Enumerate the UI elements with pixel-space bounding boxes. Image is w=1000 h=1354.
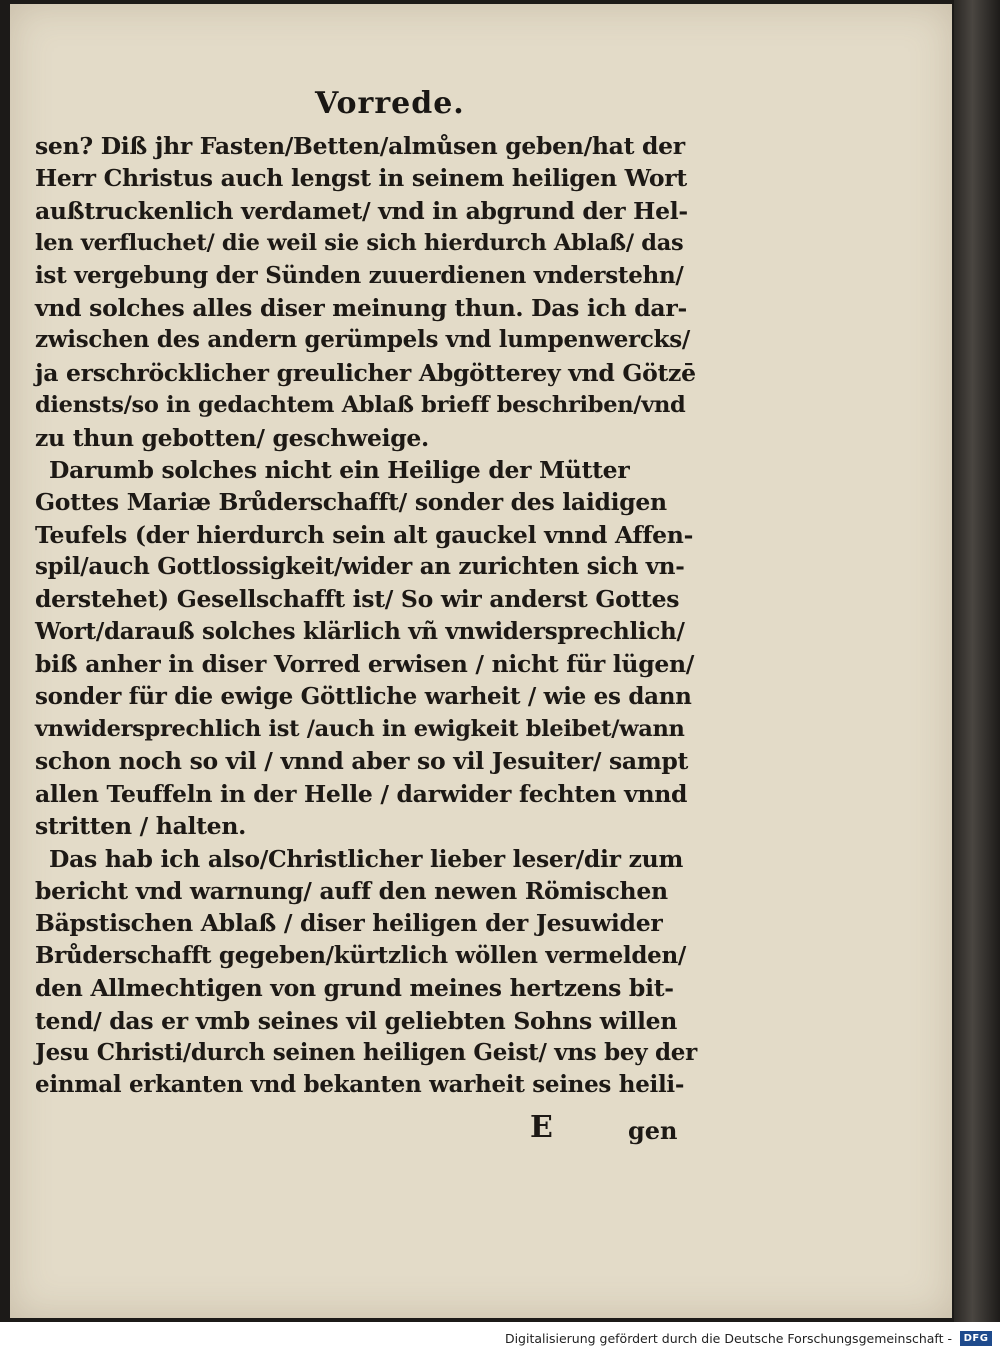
text-line: sonder für die ewige Göttliche warheit / wie es dann [35, 682, 692, 710]
text-line: Jesu Christi/durch seinen heiligen Geist/ vns bey der [35, 1038, 697, 1066]
footer-bar [0, 1322, 1000, 1354]
text-line: zwischen des andern gerümpels vnd lumpenwercks/ [35, 326, 690, 354]
text-line: Bäpstischen Ablaß / diser heiligen der Jesuwider [35, 909, 663, 938]
text-line: zu thun gebotten/ geschweige. [35, 423, 429, 452]
text-line: Herr Christus auch lengst in seinem heiligen Wort [35, 164, 687, 193]
text-line: Brůderschafft gegeben/kürtzlich wöllen vermelden/ [35, 941, 686, 969]
text-line: diensts/so in gedachtem Ablaß brieff beschriben/vnd [35, 392, 686, 419]
dfg-logo: DFG [960, 1331, 992, 1346]
text-line: Das hab ich also/Christlicher lieber leser/dir zum [49, 844, 684, 873]
text-line: vnd solches alles diser meinung thun. Das ich dar- [35, 293, 687, 322]
text-line: den Allmechtigen von grund meines hertzens bit- [35, 974, 674, 1003]
text-line: bericht vnd warnung/ auff den newen Römischen [35, 876, 668, 905]
text-line: Darumb solches nicht ein Heilige der Mütter [49, 455, 630, 484]
text-line: Wort/darauß solches klärlich vñ vnwidersprechlich/ [35, 617, 685, 645]
book-page [10, 4, 952, 1318]
text-line: sen? Diß jhr Fasten/Betten/almůsen geben/hat der [35, 132, 685, 160]
text-line: einmal erkanten vnd bekanten warheit seines heili- [35, 1071, 685, 1099]
text-line: len verfluchet/ die weil sie sich hierdurch Ablaß/ das [35, 230, 684, 257]
text-line: tend/ das er vmb seines vil geliebten Sohns willen [35, 1006, 678, 1035]
text-line: allen Teuffeln in der Helle / darwider fechten vnnd [35, 779, 688, 808]
text-line: Teufels (der hierdurch sein alt gauckel vnnd Affen- [35, 520, 694, 549]
signature-mark: E [530, 1110, 553, 1145]
catchword: gen [628, 1116, 678, 1145]
text-line: vnwidersprechlich ist /auch in ewigkeit bleibet/wann [35, 716, 685, 743]
text-line: stritten / halten. [35, 812, 246, 841]
funding-credit: Digitalisierung gefördert durch die Deutsche Forschungsgemeinschaft - [504, 1331, 952, 1346]
page-text-block [35, 130, 695, 1102]
text-line: spil/auch Gottlossigkeit/wider an zurichten sich vn- [35, 553, 685, 581]
text-line: ist vergebung der Sünden zuuerdienen vnderstehn/ [35, 261, 684, 289]
text-line: ja erschröcklicher greulicher Abgötterey vnd Götzē [35, 358, 696, 387]
book-gutter [954, 0, 1000, 1322]
running-head: Vorrede. [315, 86, 465, 121]
text-line: Gottes Mariæ Brůderschafft/ sonder des laidigen [35, 488, 667, 517]
text-line: derstehet) Gesellschafft ist/ So wir anderst Gottes [35, 585, 680, 614]
catchline [530, 1110, 680, 1150]
text-line: außtruckenlich verdamet/ vnd in abgrund der Hel- [35, 196, 688, 225]
text-line: schon noch so vil / vnnd aber so vil Jesuiter/ sampt [35, 747, 689, 776]
text-line: biß anher in diser Vorred erwisen / nicht für lügen/ [35, 650, 695, 679]
